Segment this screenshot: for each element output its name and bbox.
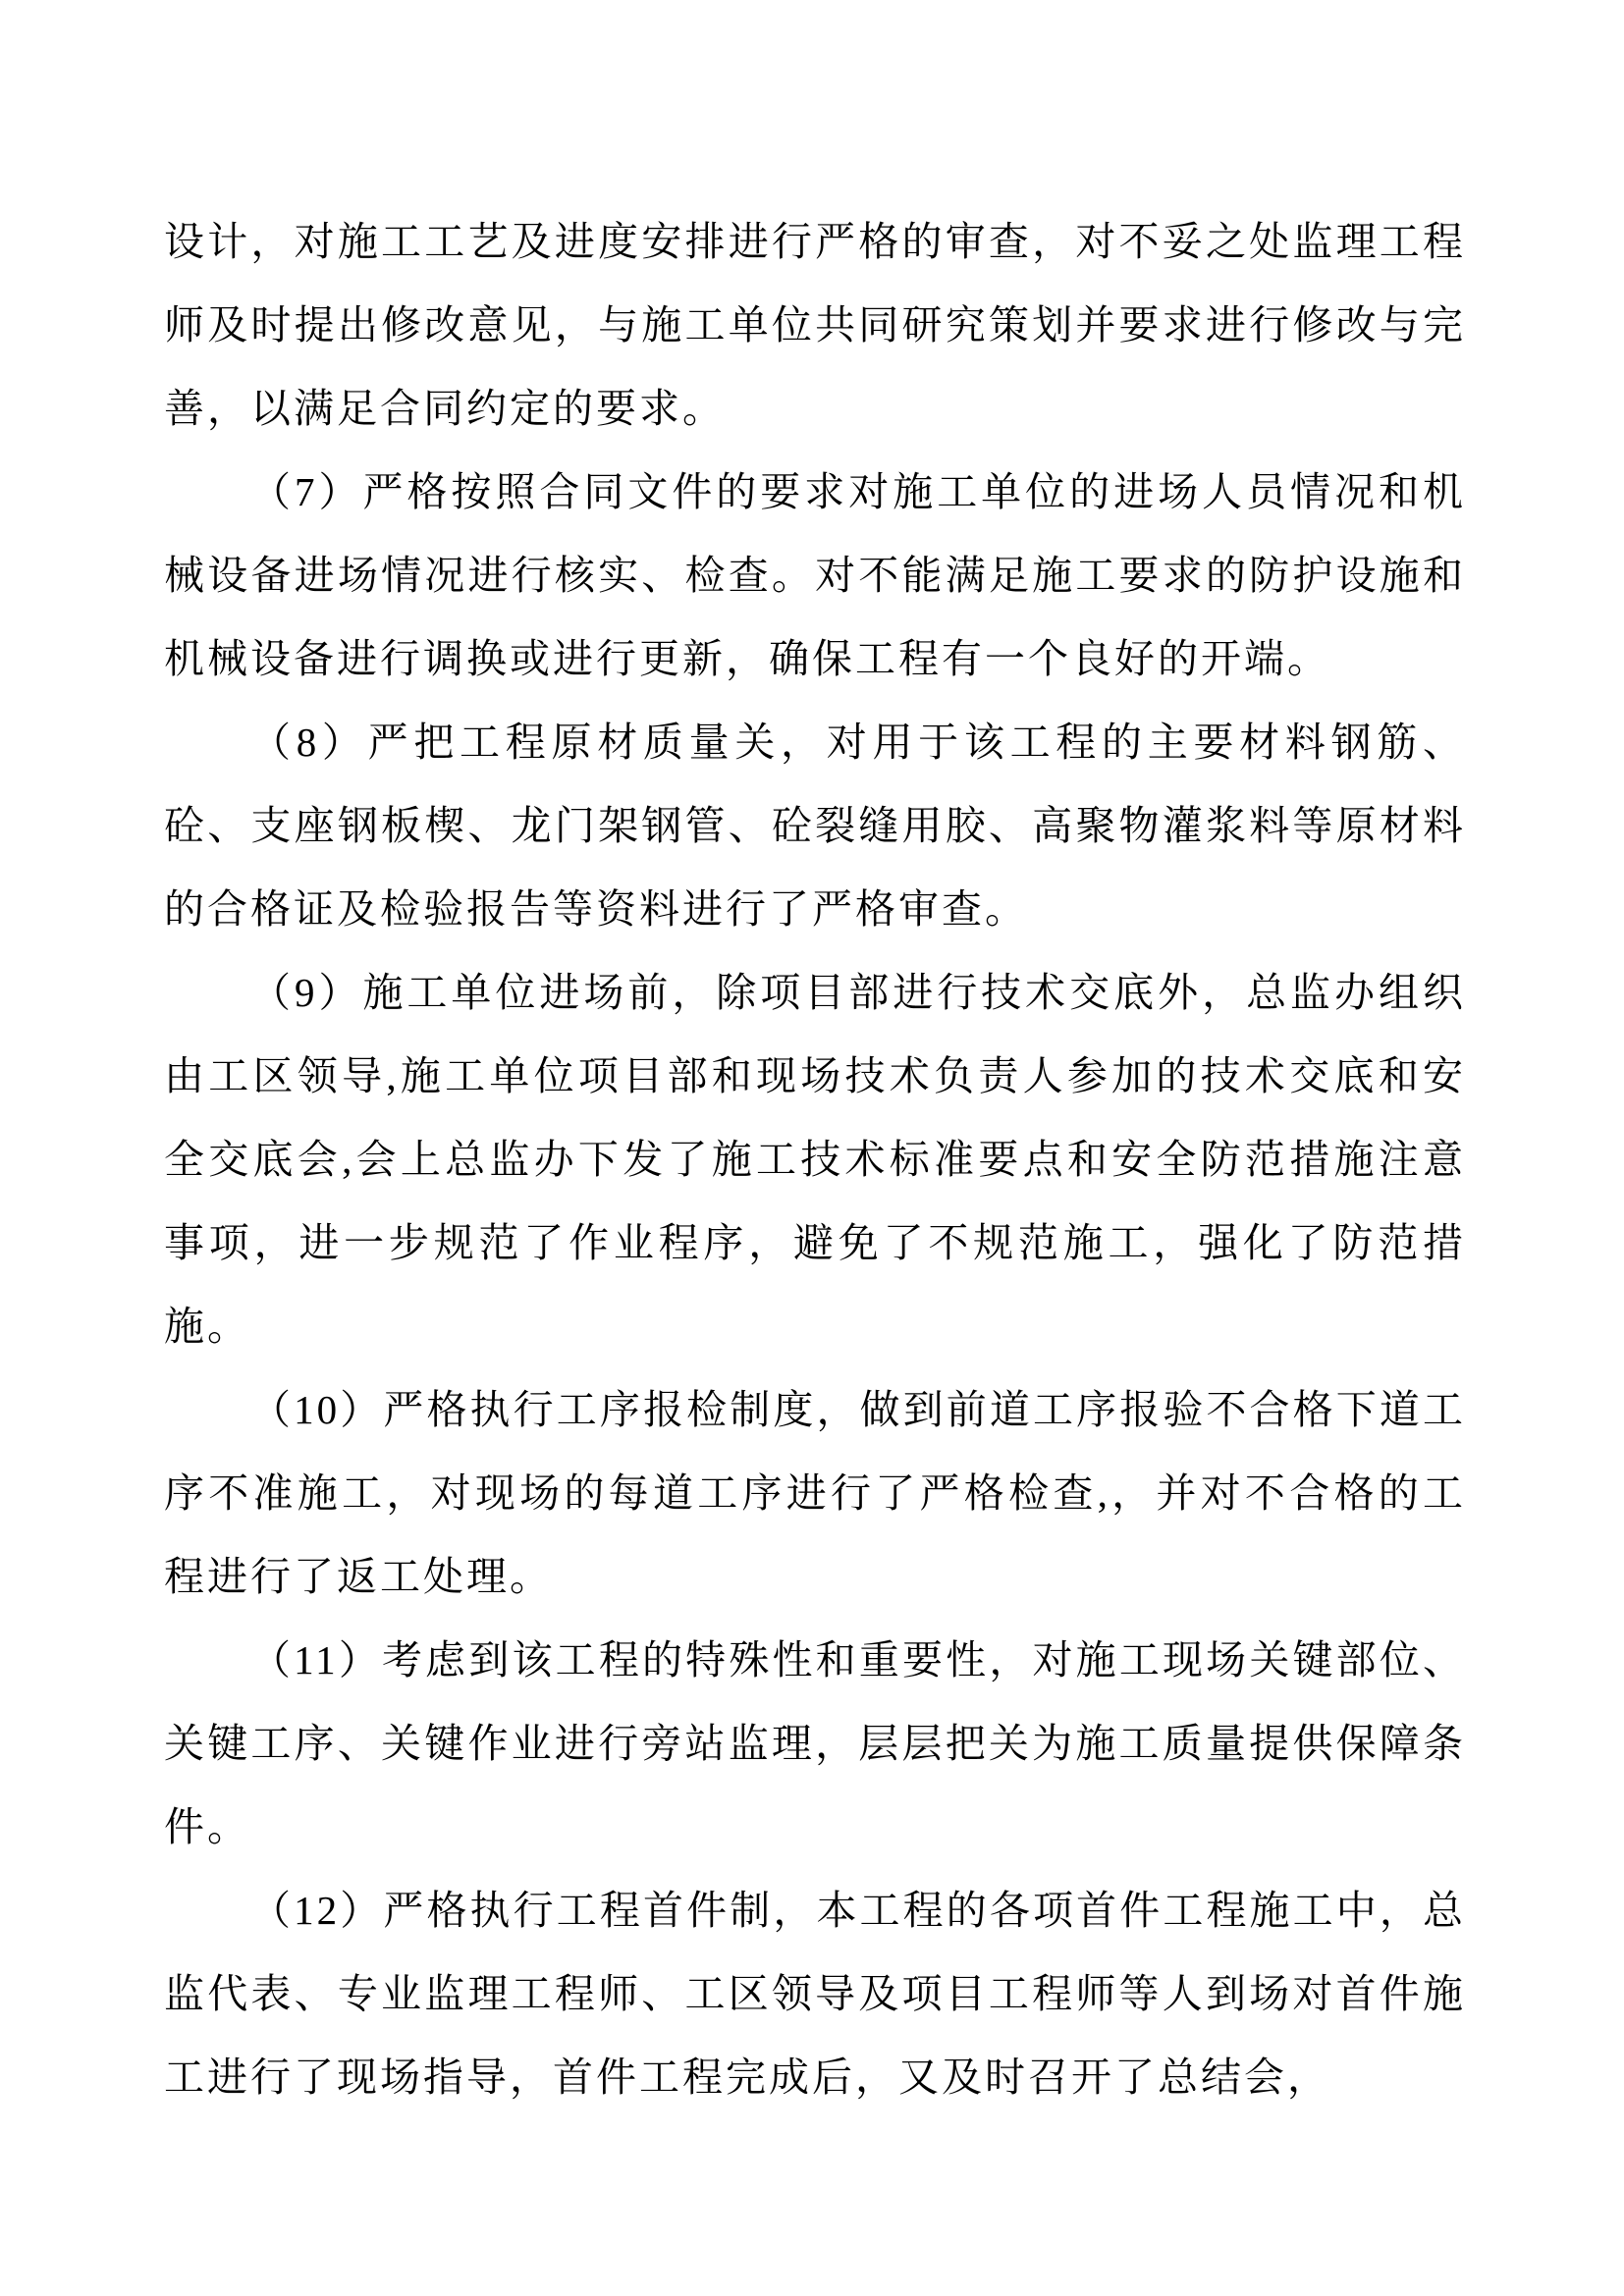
paragraph: 设计，对施工工艺及进度安排进行严格的审查，对不妥之处监理工程师及时提出修改意见，与施工单位共同研究策划并要求进行修改与完善，以满足合同约定的要求。: [164, 219, 1466, 431]
paragraph: （10）严格执行工序报检制度，做到前道工序报验不合格下道工序不准施工，对现场的每道工序进行了严格检查,，并对不合格的工程进行了返工处理。: [164, 1387, 1466, 1599]
paragraph: （9）施工单位进场前，除项目部进行技术交底外，总监办组织由工区领导,施工单位项目部和现场技术负责人参加的技术交底和安全交底会,会上总监办下发了施工技术标准要点和安全防范措施注意事项，进一步规范了作业程序，避免了不规范施工，强化了防范措施。: [164, 970, 1466, 1349]
document-text-block: [164, 200, 1466, 2119]
paragraph: （8）严把工程原材质量关，对用于该工程的主要材料钢筋、砼、支座钢板楔、龙门架钢管、砼裂缝用胶、高聚物灌浆料等原材料的合格证及检验报告等资料进行了严格审查。: [164, 720, 1466, 932]
paragraph: （11）考虑到该工程的特殊性和重要性，对施工现场关键部位、关键工序、关键作业进行旁站监理，层层把关为施工质量提供保障条件。: [164, 1637, 1466, 1849]
paragraph: （12）严格执行工程首件制，本工程的各项首件工程施工中，总监代表、专业监理工程师、工区领导及项目工程师等人到场对首件施工进行了现场指导，首件工程完成后，又及时召开了总结会，: [164, 1888, 1466, 2100]
paragraph: （7）严格按照合同文件的要求对施工单位的进场人员情况和机械设备进场情况进行核实、检查。对不能满足施工要求的防护设施和机械设备进行调换或进行更新，确保工程有一个良好的开端。: [164, 469, 1466, 681]
